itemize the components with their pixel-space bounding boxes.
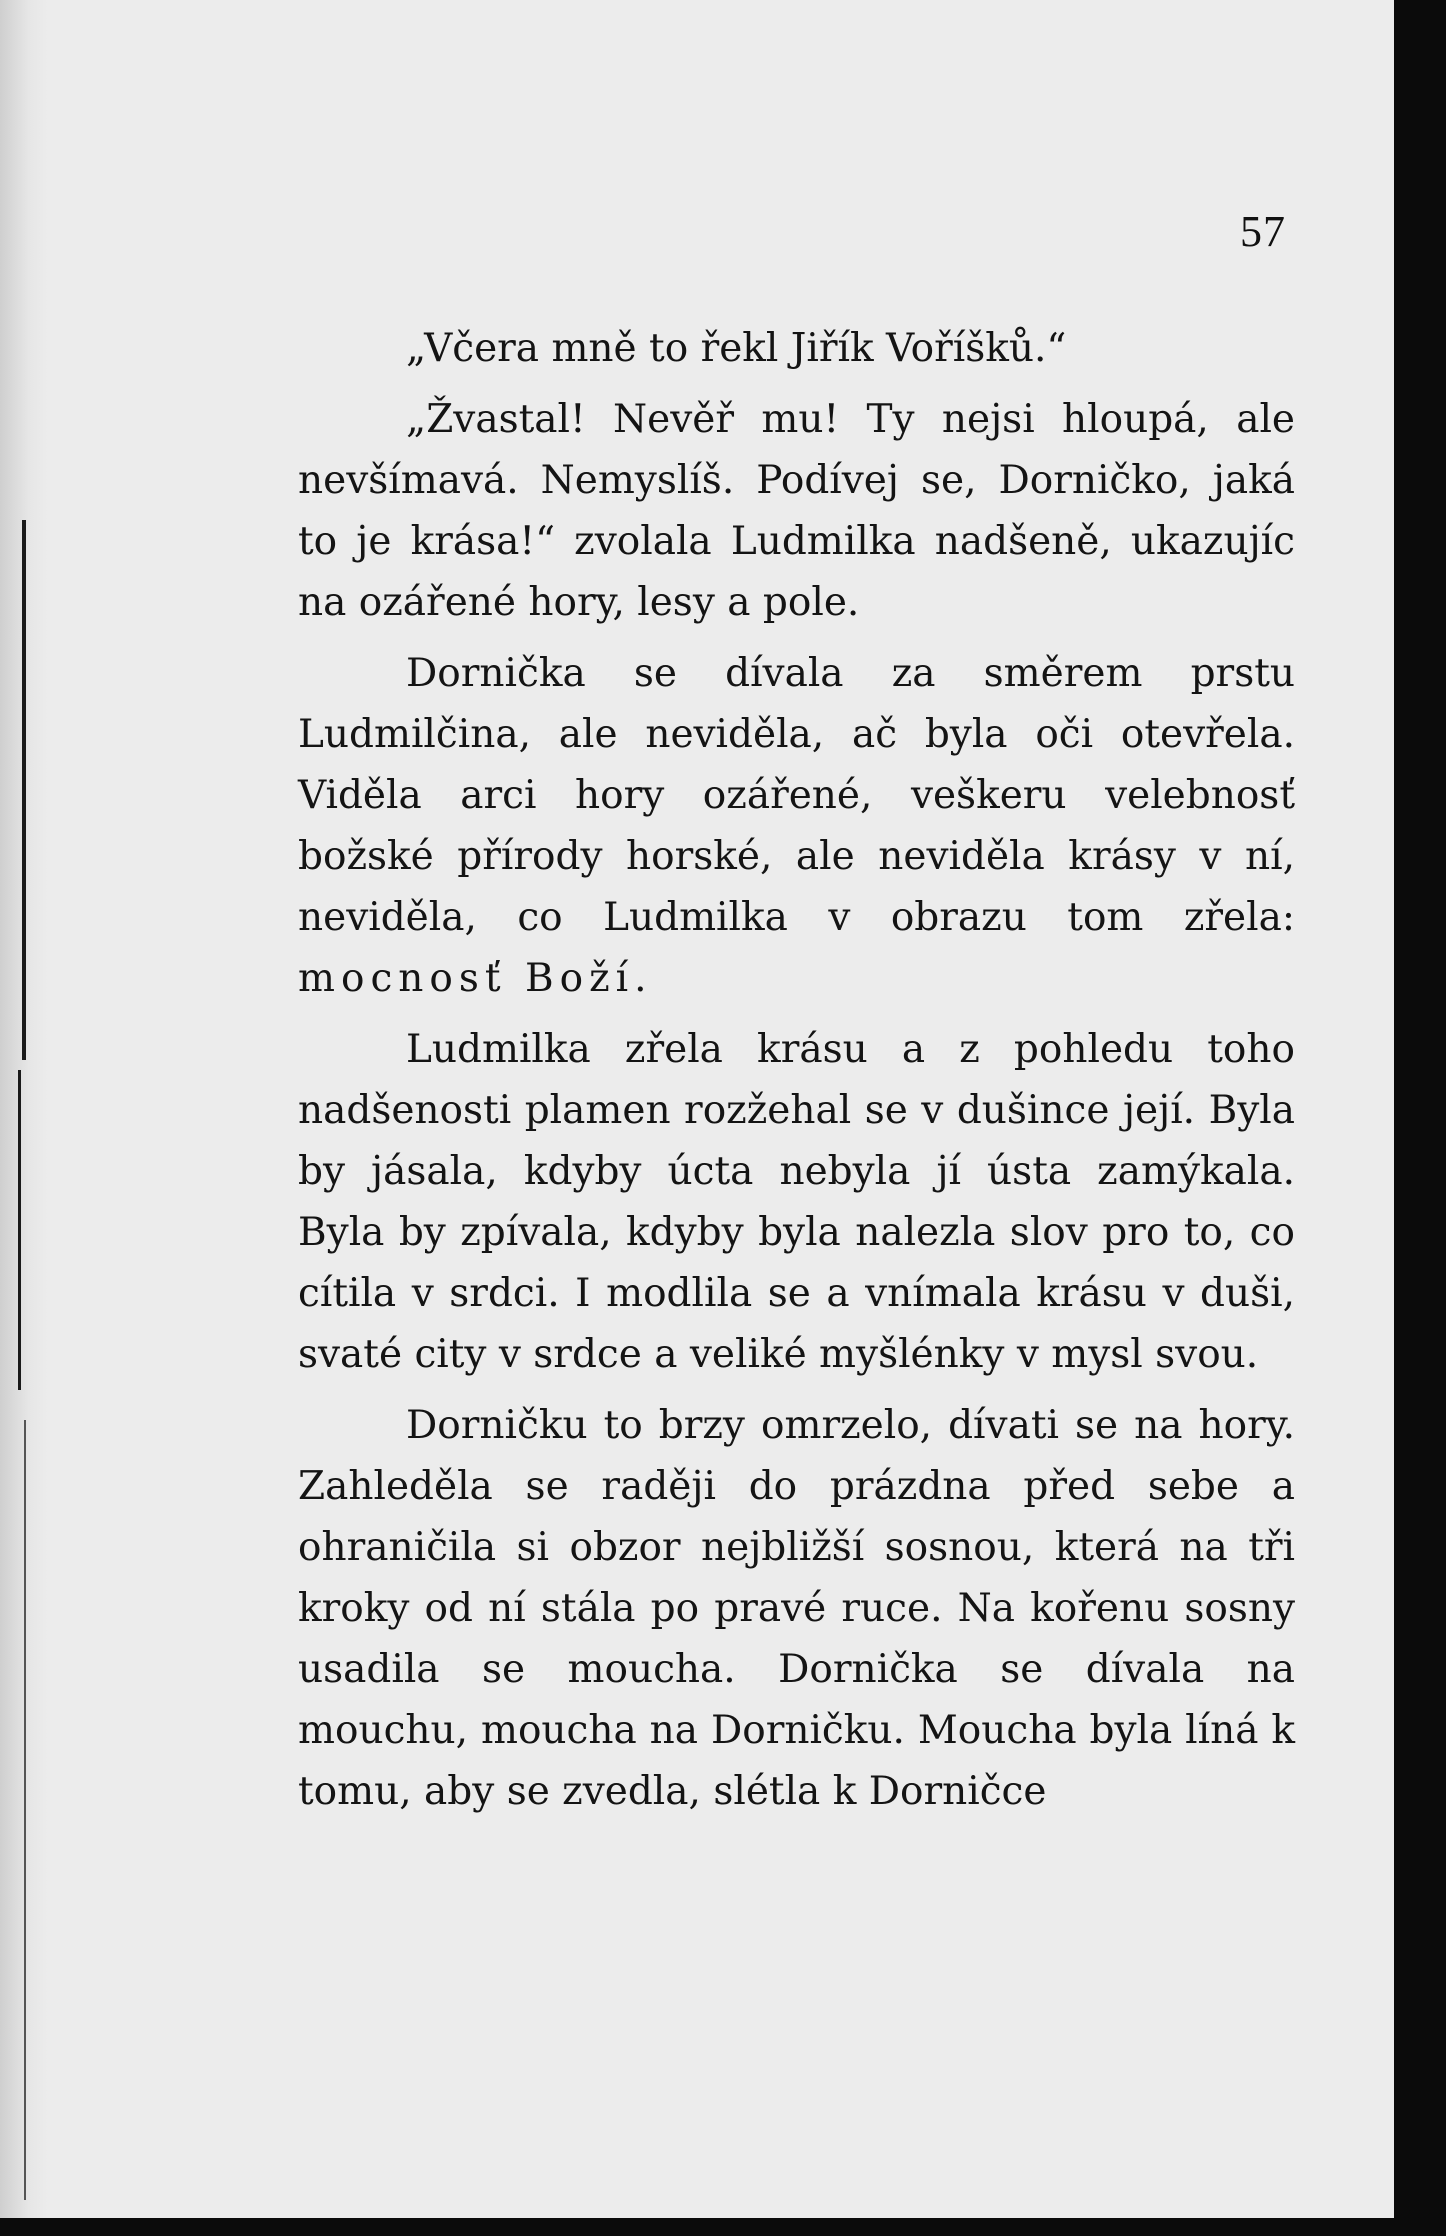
emphasized-phrase: mocnosť Boží. <box>298 956 653 1001</box>
paragraph-4: Ludmilka zřela krásu a z pohledu toho nadšenosti plamen rozžehal se v dušince její. Byla by jásala, kdyby úcta nebyla jí ústa zamýkala. Byla by zpívala, kdyby byla nalezla slov pro to, co cítila v srdci. I modlila se a vnímala krásu v duši, svaté city v srdce a veliké myšlénky v mysl svou. <box>298 1027 1295 1377</box>
binding-mark <box>24 1420 26 2200</box>
paragraph-5: Dorničku to brzy omrzelo, dívati se na hory. Zahleděla se raději do prázdna před sebe a ohraničila si obzor nejbližší sosnou, která na tři kroky od ní stála po pravé ruce. Na kořenu sosny usadila se moucha. Dornička se dívala na mouchu, moucha na Dorničku. Moucha byla líná k tomu, aby se zvedla, slétla k Dorničce <box>298 1403 1295 1814</box>
paragraph-3-text: Dornička se dívala za směrem prstu Ludmilčina, ale neviděla, ač byla oči otevřela. Viděla arci hory ozářené, veškeru velebnosť božské přírody horské, ale neviděla krásy v ní, neviděla, co Ludmilka v obrazu tom zřela: <box>298 651 1295 940</box>
page-number: 57 <box>1240 207 1286 256</box>
binding-mark <box>18 1070 21 1390</box>
paragraph-1: „Včera mně to řekl Jiřík Voříšků.“ <box>406 326 1067 371</box>
scan-edge-bottom <box>0 2218 1446 2236</box>
paragraph-2: „Žvastal! Nevěř mu! Ty nejsi hloupá, ale nevšímavá. Nemyslíš. Podívej se, Dorničko, jaká to je krása!“ zvolala Ludmilka nadšeně, ukazujíc na ozářené hory, lesy a pole. <box>298 397 1295 625</box>
scan-edge-right <box>1394 0 1446 2236</box>
page-binding-shadow <box>0 0 48 2218</box>
binding-mark <box>22 520 26 1060</box>
paragraph-3 <box>298 643 1295 1009</box>
body-text <box>298 318 1295 1832</box>
